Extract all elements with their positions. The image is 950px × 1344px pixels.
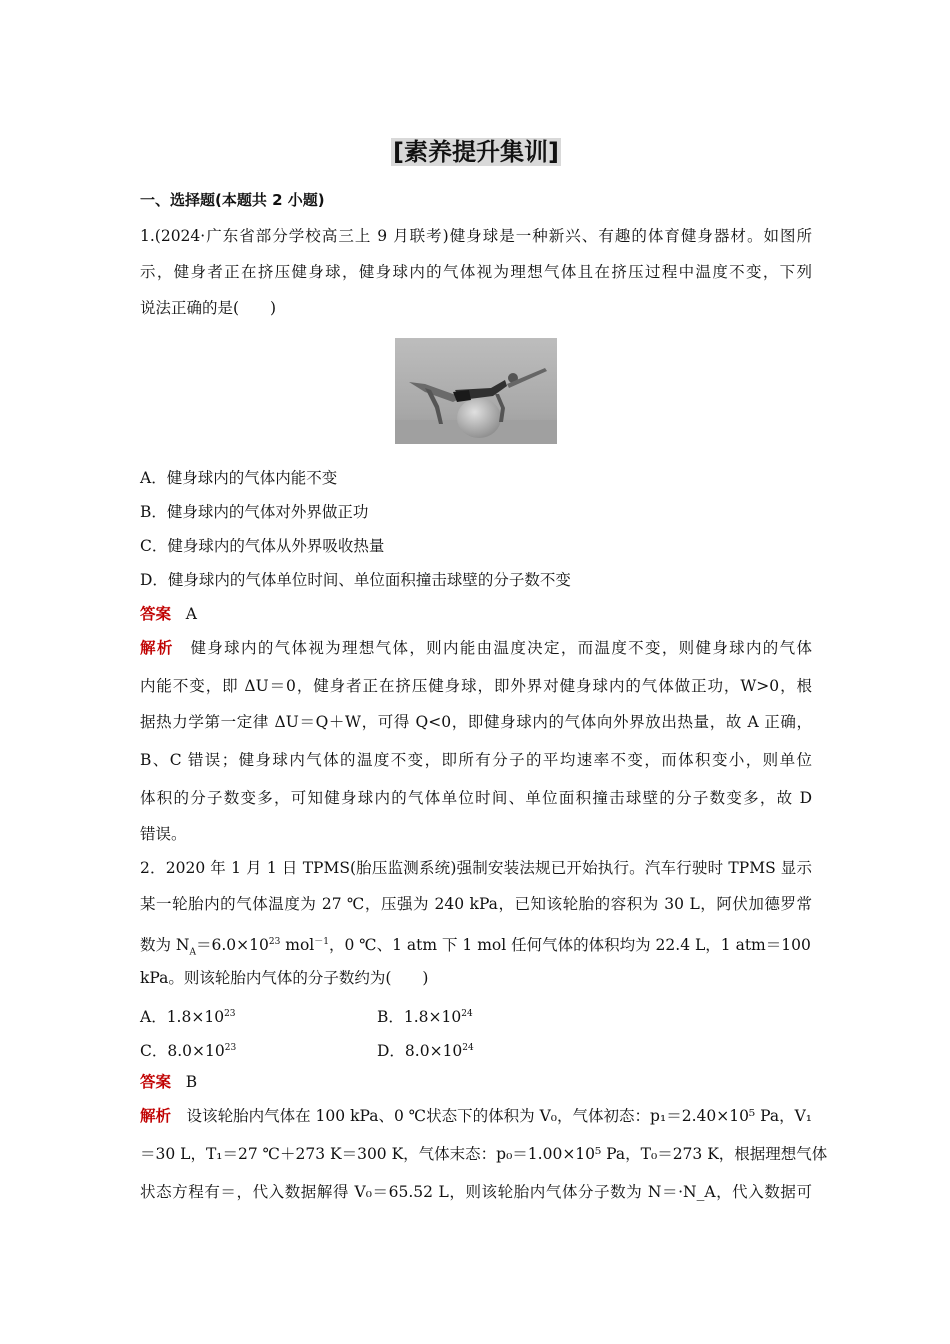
- q2-analysis-line-1: 解析 设该轮胎内气体在 100 kPa、0 ℃状态下的体积为 V₀，气体初态：p₁＝2.40×10⁵ Pa，V₁: [140, 1107, 812, 1125]
- answer-label: 答案: [140, 1073, 172, 1091]
- q1-stem-line-1: 1.(2024·广东省部分学校高三上 9 月联考)健身球是一种新兴、有趣的体育健身器材。如图所: [140, 227, 812, 245]
- q2-stem-line-1: 2．2020 年 1 月 1 日 TPMS(胎压监测系统)强制安装法规已开始执行。汽车行驶时 TPMS 显示: [140, 859, 812, 877]
- analysis-label: 解析: [140, 1107, 172, 1125]
- q2-answer: [140, 1072, 812, 1092]
- q2-option-b: B．$1.8\times 10^{24}$: [377, 1008, 473, 1027]
- q1-analysis-line-4: B、C 错误；健身球内气体的温度不变，即所有分子的平均速率不变，而体积变小，则单位: [140, 751, 812, 769]
- answer-value: A: [185, 605, 197, 623]
- q2-analysis-line-3: 状态方程有＝，代入数据解得 V₀＝65.52 L，则该轮胎内气体分子数为 N＝·N_A，代入数据可: [140, 1183, 812, 1201]
- q2-option-c: C．$8.0\times 10^{23}$: [140, 1042, 237, 1061]
- q2-stem-line-2: 某一轮胎内的气体温度为 27 ℃，压强为 240 kPa，已知该轮胎的容积为 30 L，阿伏加德罗常: [140, 895, 812, 913]
- answer-label: 答案: [140, 605, 172, 623]
- q2-options-row-2: [140, 1038, 812, 1061]
- fitness-ball-photo: [395, 338, 557, 444]
- q1-option-d: D．健身球内的气体单位时间、单位面积撞击球壁的分子数不变: [140, 571, 571, 589]
- q2-option-a: A．$1.8\times 10^{23}$: [140, 1008, 236, 1027]
- q1-stem-line-3: 说法正确的是( ): [140, 299, 277, 317]
- q1-stem-line-2: 示，健身者正在挤压健身球，健身球内的气体视为理想气体且在挤压过程中温度不变，下列: [140, 263, 812, 281]
- q2-stem-line-3: 数为 $N_A=6.0\times 10^{23}$ mol$^{-1}$，0 ℃、1 atm 下 1 mol 任何气体的体积均为 22.4 L，1 atm＝100: [140, 936, 811, 958]
- q1-analysis-line-5: 体积的分子数变多，可知健身球内的气体单位时间、单位面积撞击球壁的分子数变多，故 D: [140, 789, 812, 807]
- q1-analysis-line-1: 解析 健身球内的气体视为理想气体，则内能由温度决定，而温度不变，则健身球内的气体: [140, 639, 812, 657]
- q1-option-c: C．健身球内的气体从外界吸收热量: [140, 537, 385, 555]
- q2-option-d: D．$8.0\times 10^{24}$: [377, 1042, 474, 1061]
- answer-value: B: [185, 1073, 198, 1091]
- q1-analysis-line-6: 错误。: [140, 825, 187, 843]
- q2-options-row-1: [140, 1004, 812, 1027]
- analysis-label: 解析: [140, 639, 174, 657]
- q2-stem-line-4: kPa。则该轮胎内气体的分子数约为( ): [140, 969, 429, 987]
- q1-answer: [140, 604, 812, 624]
- q1-option-b: B．健身球内的气体对外界做正功: [140, 503, 369, 521]
- q1-analysis-line-3: 据热力学第一定律 ΔU＝Q＋W，可得 Q<0，即健身球内的气体向外界放出热量，故 A 正确，: [140, 713, 812, 731]
- q2-analysis-line-2: ＝30 L，T₁＝27 ℃＋273 K＝300 K，气体末态：p₀＝1.00×10⁵ Pa，T₀＝273 K，根据理想气体: [140, 1145, 828, 1163]
- section-heading: 一、选择题(本题共 2 小题): [140, 191, 325, 209]
- page-title: [素养提升集训]: [393, 138, 559, 166]
- q1-analysis-line-2: 内能不变，即 ΔU＝0，健身者正在挤压健身球，即外界对健身球内的气体做正功，W>0，根: [140, 677, 813, 695]
- q1-option-a: A．健身球内的气体内能不变: [140, 469, 338, 487]
